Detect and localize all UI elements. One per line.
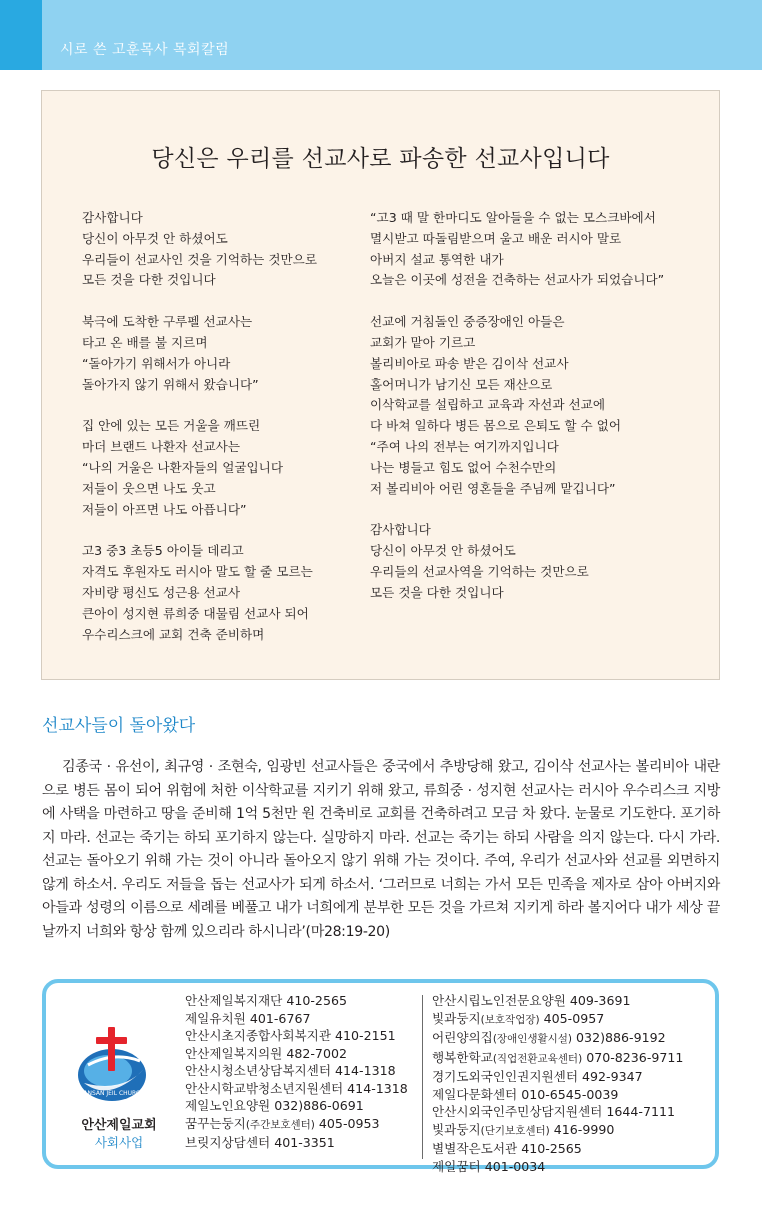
directory-entry-name: 제일꿈터 xyxy=(432,1158,481,1174)
poem-line: “나의 거울은 나환자들의 얼굴입니다 xyxy=(82,459,284,475)
directory-entry xyxy=(185,1134,408,1152)
poem-line: 감사합니다 xyxy=(370,522,431,538)
poem-line: 자비량 평신도 성근용 선교사 xyxy=(82,584,240,600)
poem-line: 교회가 맡아 기르고 xyxy=(370,334,476,350)
directory-entry-name: 경기도외국인인권지원센터 xyxy=(432,1069,578,1084)
header-bar xyxy=(0,0,762,70)
logo-lettering: ANSAN JEIL CHURCH xyxy=(83,1090,145,1097)
directory-entry-name: 안산시외국인주민상담지원센터 xyxy=(432,1104,603,1119)
directory-entry-phone: 070-8236-9711 xyxy=(586,1049,684,1065)
directory-entry-phone: 010-6545-0039 xyxy=(521,1086,619,1102)
poem-stanza xyxy=(82,208,372,291)
poem-line: 저 볼리비아 어린 영혼들을 주님께 맡깁니다” xyxy=(370,480,616,496)
directory-entry-name: 빛과둥지 xyxy=(432,1121,481,1137)
directory-entry-phone: 409-3691 xyxy=(569,993,631,1008)
poem-stanza xyxy=(370,520,715,603)
poem-line: 타고 온 배를 불 지르며 xyxy=(82,334,208,350)
directory-entry-name: 브릿지상담센터 xyxy=(185,1135,271,1150)
directory-entry xyxy=(185,1062,408,1080)
directory-entry-name: 안산시립노인전문요양원 xyxy=(432,993,566,1008)
poem-line: 멸시받고 따돌림받으며 울고 배운 러시아 말로 xyxy=(370,230,622,246)
directory-entry-tag: (장애인생활시설) xyxy=(492,1033,573,1045)
directory-entry-phone: 416-9990 xyxy=(553,1121,615,1137)
directory-entry xyxy=(185,1027,408,1045)
directory-entry xyxy=(432,1068,683,1086)
poem-line: 집 안에 있는 모든 거울을 깨뜨린 xyxy=(82,418,261,434)
directory-entry-name: 안산제일복지의원 xyxy=(185,1045,283,1061)
poem-title: 당신은 우리를 선교사로 파송한 선교사입니다 xyxy=(151,146,610,172)
directory-entry xyxy=(432,992,683,1010)
directory-entry xyxy=(185,1045,408,1063)
poem-stanza xyxy=(370,208,715,291)
directory-entry-phone: 1644-7111 xyxy=(606,1104,675,1119)
directory-entry xyxy=(185,1080,408,1098)
directory-entry xyxy=(432,1086,683,1104)
poem-line: 감사합니다 xyxy=(82,210,143,225)
directory-entry-phone: 414-1318 xyxy=(335,1063,396,1078)
poem-line: 저들이 웃으면 나도 웃고 xyxy=(82,480,216,496)
poem-line: “돌아가기 위해서가 아니라 xyxy=(82,355,231,371)
poem-line: 우리들이 선교사인 것을 기억하는 것만으로 xyxy=(82,251,317,267)
directory-entry-phone: 482-7002 xyxy=(286,1045,347,1061)
poem-line: 모든 것을 다한 것입니다 xyxy=(82,272,216,288)
directory-entry xyxy=(432,1158,683,1176)
poem-line: 당신이 아무것 안 하셨어도 xyxy=(82,230,228,246)
directory-entry-tag: (직업전환교육센터) xyxy=(492,1052,583,1065)
poem-line: 고3 중3 초등5 아이들 데리고 xyxy=(82,543,244,559)
directory-entry-name: 안산제일복지재단 xyxy=(185,993,283,1008)
poem-line: 큰아이 성지현 류희중 대물림 선교사 되어 xyxy=(82,605,309,621)
directory-entry-name: 어린양의집 xyxy=(432,1030,493,1045)
column-series-title: 시로 쓴 고훈목사 목회칼럼 xyxy=(60,42,230,58)
directory-entry xyxy=(185,1097,408,1115)
directory-entry-phone: 410-2565 xyxy=(286,993,347,1008)
organization-subtitle: 사회사업 xyxy=(94,1135,144,1150)
poem-line: 당신이 아무것 안 하셨어도 xyxy=(370,543,516,559)
directory-entry-phone: 410-2565 xyxy=(521,1141,582,1156)
directory-entry-phone: 410-2151 xyxy=(335,1028,396,1043)
directory-entry-tag: (단기보호센터) xyxy=(480,1124,550,1137)
poem-box xyxy=(41,90,720,680)
directory-entry-phone: 414-1318 xyxy=(347,1080,408,1096)
directory-entry-name: 행복한학교 xyxy=(432,1049,493,1065)
directory-entry-phone: 492-9347 xyxy=(582,1069,643,1084)
poem-line: 홀어머니가 남기신 모든 재산으로 xyxy=(370,376,553,392)
directory-entry-name: 제일노인요양원 xyxy=(185,1098,271,1113)
directory-entry-phone: 032)886-0691 xyxy=(274,1098,364,1113)
directory-entry xyxy=(432,1049,683,1069)
section-body-text: 김종국 · 유선이, 최규영 · 조현숙, 임광빈 선교사들은 중국에서 추방당해 왔고, 김이삭 선교사는 볼리비아 내란으로 병든 몸이 되어 위험에 처한 이삭학교를 지키기 위해 왔고, 류희중 · 성지현 선교사는 러시아 우수리스크 지방에 사택을 마련하고 땅을 준비해 1억 5천만 원 건축비로 교회를 건축하려고 모금 차 왔다. 눈물로 기도한다. 포기하지 마라. 선교는 죽기는 하되 포기하지 않는다. 실망하지 마라. 선교는 죽기는 하되 사람을 의지 않는다. 다시 가라. 선교는 돌아오기 위해 가는 것이 아니라 돌아오지 않기 위해 가는 것이다. 주여, 우리가 선교사와 선교를 외면하지 않게 하소서. 우리도 저들을 돕는 선교사가 되게 하소서. ‘그러므로 너희는 가서 모든 민족을 제자로 삼아 아버지와 아들과 성령의 이름으로 세례를 베풀고 내가 너희에게 분부한 모든 것을 가르쳐 지키게 하라 볼지어다 내가 세상 끝날까지 너희와 항상 함께 있으리라 하시니라’(마28:19-20) xyxy=(42,759,720,940)
poem-line: 모든 것을 다한 것입니다 xyxy=(370,584,504,600)
footer-directory-box xyxy=(42,979,719,1174)
poem-line: 저들이 아프면 나도 아픕니다” xyxy=(82,501,247,517)
poem-line: 이삭학교를 설립하고 교육과 자선과 선교에 xyxy=(370,397,605,413)
directory-entry-phone: 032)886-9192 xyxy=(576,1030,666,1045)
poem-stanza xyxy=(82,416,372,520)
directory-entry-tag: (보호작업장) xyxy=(480,1013,540,1026)
directory-entry xyxy=(185,1115,408,1135)
directory-entry-phone: 405-0953 xyxy=(318,1115,380,1131)
poem-line: 마더 브랜드 나환자 선교사는 xyxy=(82,439,240,455)
directory-entry-name: 안산시학교밖청소년지원센터 xyxy=(185,1080,344,1096)
poem-line: “주여 나의 전부는 여기까지입니다 xyxy=(370,438,559,454)
directory-entry xyxy=(432,1010,683,1030)
directory-entry xyxy=(185,1010,408,1028)
directory-entry-name: 안산시초지종합사회복지관 xyxy=(185,1028,331,1043)
directory-entry xyxy=(432,1121,683,1141)
directory-entry-name: 제일다문화센터 xyxy=(432,1086,518,1102)
poem-line: 볼리비아로 파송 받은 김이삭 선교사 xyxy=(370,355,569,371)
poem-column-right xyxy=(370,208,715,625)
directory-entry-name: 제일유치원 xyxy=(185,1010,246,1026)
church-logo-icon xyxy=(70,1021,160,1116)
directory-entry-name: 안산시청소년상담복지센터 xyxy=(185,1063,331,1078)
directory-entry xyxy=(185,992,408,1010)
poem-column-left xyxy=(82,208,372,666)
poem-line: “고3 때 말 한마디도 알아들을 수 없는 모스크바에서 xyxy=(370,210,656,225)
directory-list-left xyxy=(185,992,408,1152)
poem-line: 아버지 설교 통역한 내가 xyxy=(370,251,504,267)
poem-line: 돌아가지 않기 위해서 왔습니다” xyxy=(82,376,259,392)
poem-line: 우수리스크에 교회 건축 준비하며 xyxy=(82,626,265,642)
directory-entry-phone: 401-3351 xyxy=(274,1135,335,1150)
directory-entry-name: 꿈꾸는둥지 xyxy=(185,1115,246,1131)
poem-stanza xyxy=(370,312,715,499)
poem-line: 선교에 거침돌인 중증장애인 아들은 xyxy=(370,314,565,330)
directory-list-right xyxy=(432,992,683,1175)
directory-divider xyxy=(422,995,423,1159)
directory-entry-tag: (주간보호센터) xyxy=(245,1118,315,1131)
directory-entry xyxy=(432,1103,683,1121)
poem-line: 다 바쳐 일하다 병든 몸으로 은퇴도 할 수 없어 xyxy=(370,418,622,434)
section-heading: 선교사들이 돌아왔다 xyxy=(42,716,196,736)
directory-entry-phone: 401-0034 xyxy=(484,1158,546,1174)
organization-name: 안산제일교회 xyxy=(81,1118,157,1133)
poem-stanza xyxy=(82,312,372,395)
directory-entry-name: 빛과둥지 xyxy=(432,1010,481,1026)
poem-stanza xyxy=(82,541,372,645)
directory-entry-phone: 405-0957 xyxy=(543,1010,605,1026)
poem-line: 북극에 도착한 구루펠 선교사는 xyxy=(82,314,253,330)
directory-entry xyxy=(432,1029,683,1049)
header-accent-block xyxy=(0,0,42,70)
poem-line: 자격도 후원자도 러시아 말도 할 줄 모르는 xyxy=(82,564,313,580)
poem-line: 우리들의 선교사역을 기억하는 것만으로 xyxy=(370,563,589,579)
directory-entry-phone: 401-6767 xyxy=(249,1010,311,1026)
poem-line: 오늘은 이곳에 성전을 건축하는 선교사가 되었습니다” xyxy=(370,272,665,288)
directory-entry-name: 별별작은도서관 xyxy=(432,1141,518,1156)
directory-entry xyxy=(432,1140,683,1158)
poem-line: 나는 병들고 힘도 없어 수천수만의 xyxy=(370,459,557,475)
